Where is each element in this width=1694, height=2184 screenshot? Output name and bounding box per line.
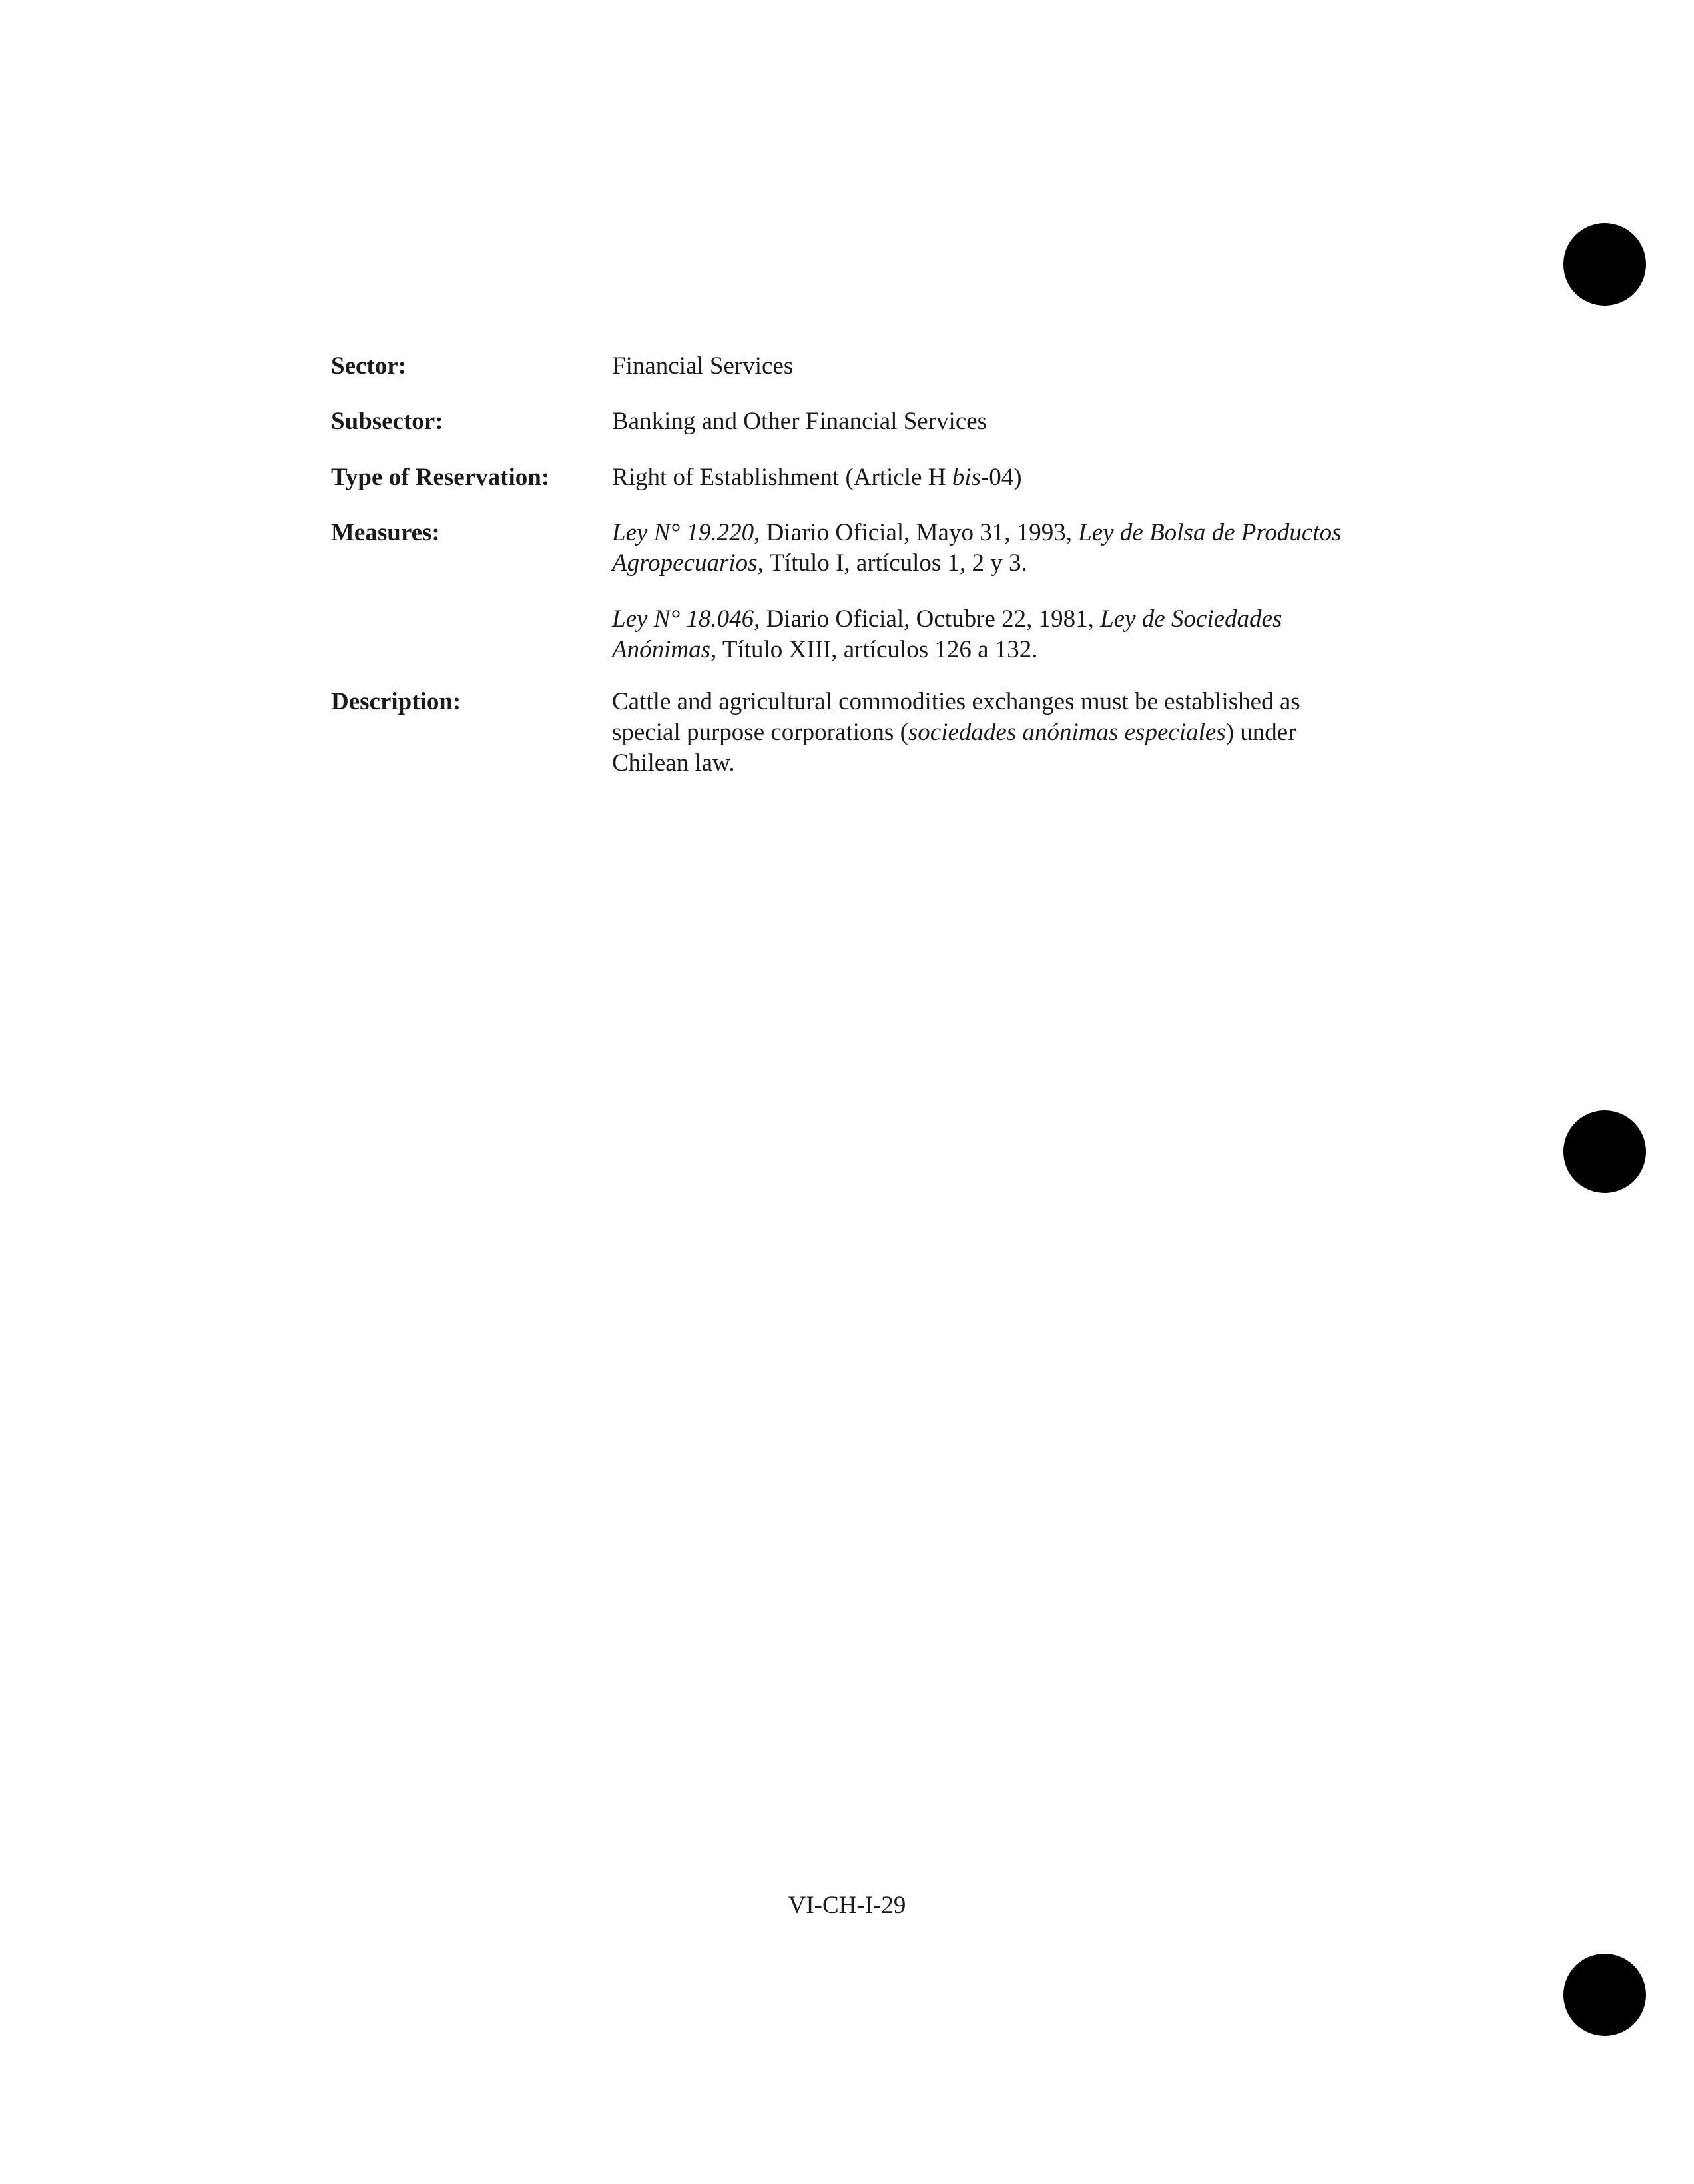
measure-1-text-3: Ley de Bolsa de Productos Agropecuarios xyxy=(612,519,1342,577)
description-text-1: Cattle and agricultural commodities exchanges must be established as special purpose corporations ( xyxy=(612,688,1300,746)
sector-label: Sector: xyxy=(331,352,406,380)
subsector-value xyxy=(612,406,1371,437)
type-of-reservation-value xyxy=(612,462,1371,493)
description-paragraph xyxy=(612,687,1371,779)
subsector-text: Banking and Other Financial Services xyxy=(612,408,988,435)
sector-text: Financial Services xyxy=(612,352,794,380)
page-footer xyxy=(0,1890,1694,1921)
description-label: Description: xyxy=(331,688,461,715)
page-number: VI-CH-I-29 xyxy=(788,1892,906,1919)
measures-paragraph-2 xyxy=(612,604,1371,665)
reservation-text-2: bis xyxy=(952,464,981,491)
type-of-reservation-paragraph xyxy=(612,462,1371,493)
punch-hole-middle xyxy=(1563,1110,1646,1193)
reservation-text-1: Right of Establishment (Article H xyxy=(612,464,952,491)
measures-paragraph-1 xyxy=(612,518,1371,579)
measure-1-text-4: , Título I, artículos 1, 2 y 3. xyxy=(757,549,1027,577)
measure-2-text-4: , Título XIII, artículos 126 a 132. xyxy=(710,636,1038,663)
description-value xyxy=(612,687,1371,779)
description-text-3: ) under Chilean law. xyxy=(612,719,1296,777)
measures-label: Measures: xyxy=(331,519,440,546)
description-text-2: sociedades anónimas especiales xyxy=(908,719,1226,746)
sector-paragraph xyxy=(612,351,1371,382)
measure-1-text-2: , Diario Oficial, Mayo 31, 1993, xyxy=(754,519,1079,546)
sector-value xyxy=(612,351,1371,382)
type-of-reservation-label: Type of Reservation: xyxy=(331,464,550,491)
punch-hole-bottom xyxy=(1563,1954,1646,2036)
measure-1-text-1: Ley N° 19.220 xyxy=(612,519,754,546)
measure-2-text-1: Ley N° 18.046 xyxy=(612,605,754,633)
measures-value xyxy=(612,518,1371,665)
punch-hole-top xyxy=(1563,223,1646,306)
measure-2-text-2: , Diario Oficial, Octubre 22, 1981, xyxy=(754,605,1101,633)
reservation-text-3: -04) xyxy=(980,464,1022,491)
subsector-label: Subsector: xyxy=(331,408,443,435)
subsector-paragraph xyxy=(612,406,1371,437)
measure-2-text-3: Ley de Sociedades Anónimas xyxy=(612,605,1282,663)
